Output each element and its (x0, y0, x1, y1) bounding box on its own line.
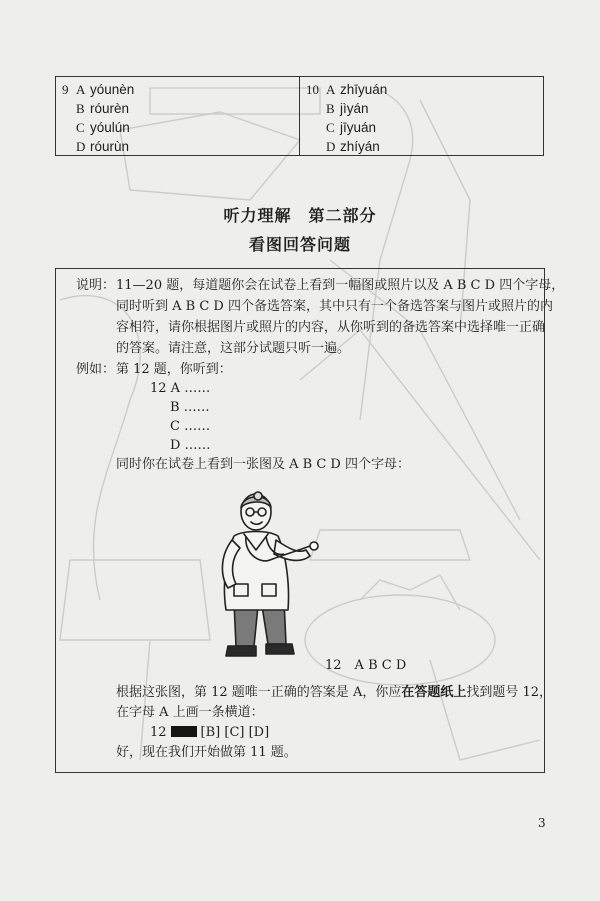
section-heading: 听力理解 第二部分 (223, 206, 377, 225)
option-text: róurèn (90, 101, 130, 116)
option-row (306, 99, 543, 118)
question-10-options (299, 77, 543, 155)
question-number: 10 (306, 82, 319, 97)
page-number: 3 (538, 816, 546, 830)
option-letter: A (76, 82, 86, 97)
option-row (306, 137, 543, 156)
instructions-line-4: 的答案。请注意，这部分试题只听一遍。 (116, 341, 351, 356)
subsection-heading: 看图回答问题 (248, 235, 351, 254)
option-letter: C (326, 120, 335, 135)
heard-option-b: B …… (170, 400, 210, 415)
question-number: 9 (62, 82, 69, 97)
option-row (62, 99, 299, 118)
option-text: jīyuán (340, 120, 377, 135)
option-row (62, 80, 299, 99)
heard-option-a: 12 A …… (150, 381, 211, 396)
option-row (62, 137, 299, 156)
filled-answer-mark (171, 726, 197, 737)
instructions-label: 说明： (76, 278, 116, 293)
option-letter: C (76, 120, 85, 135)
figure-caption: 12 A B C D (325, 658, 407, 673)
answer-line-1-pre: 根据这张图，第 12 题唯一正确的答案是 A，你应 (116, 685, 402, 700)
option-text: zhíyán (340, 139, 380, 154)
option-letter: A (326, 82, 336, 97)
answer-line-1 (116, 684, 552, 702)
option-text: jìyán (340, 101, 369, 116)
option-text: róurùn (90, 139, 130, 154)
instructions-line-1: 11—20 题，每道题你会在试卷上看到一幅图或照片以及 A B C D 四个字母， (116, 278, 565, 293)
answer-sheet-options: [B] [C] [D] (200, 725, 270, 740)
options-table (55, 76, 544, 156)
option-row (306, 80, 543, 99)
example-label: 例如： (76, 362, 116, 377)
option-letter: B (326, 101, 335, 116)
heard-option-c: C …… (170, 419, 211, 434)
question-9-options (56, 77, 299, 155)
closing-line: 好，现在我们开始做第 11 题。 (116, 745, 297, 760)
heard-option-d: D …… (170, 438, 211, 453)
doctor-illustration (214, 484, 324, 664)
answer-sheet-sample (150, 724, 269, 742)
option-text: zhīyuán (340, 82, 388, 97)
option-letter: D (76, 139, 86, 154)
answer-line-2: 在字母 A 上画一条横道： (116, 705, 264, 720)
option-text: yóunèn (90, 82, 135, 97)
answer-sheet-question-number: 12 (150, 725, 167, 740)
example-see-text: 同时你在试卷上看到一张图及 A B C D 四个字母： (116, 457, 410, 472)
answer-sheet-emphasis: 在答题纸上 (401, 685, 467, 700)
option-text: yóulún (90, 120, 130, 135)
answer-line-1-post: 找到题号 12， (466, 685, 553, 700)
option-row (306, 118, 543, 137)
instructions-line-3: 容相符，请你根据图片或照片的内容，从你听到的备选答案中选择唯一正确 (116, 320, 546, 335)
instructions-line-2: 同时听到 A B C D 四个备选答案，其中只有一个备选答案与图片或照片的内 (116, 299, 553, 314)
example-intro: 第 12 题，你听到： (116, 362, 232, 377)
option-row (62, 118, 299, 137)
option-letter: D (326, 139, 336, 154)
option-letter: B (76, 101, 85, 116)
